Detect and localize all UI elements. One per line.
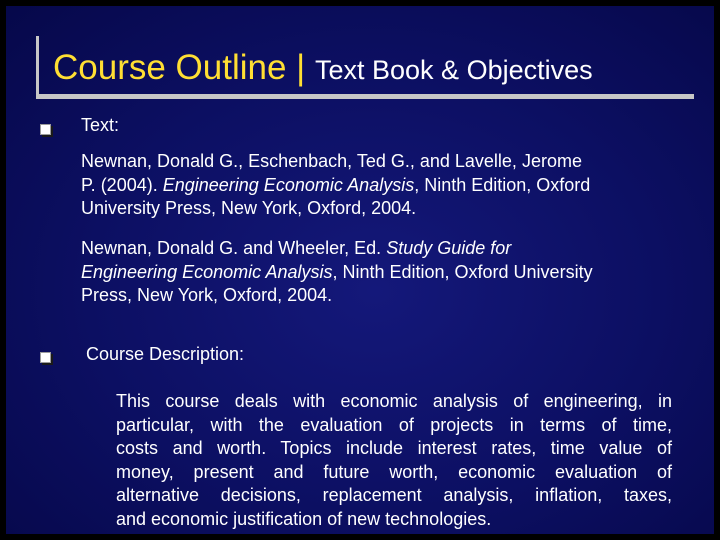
book-title: Engineering Economic Analysis <box>81 261 333 282</box>
title-rule-horizontal <box>36 94 694 99</box>
square-bullet-icon <box>40 124 51 135</box>
textbook-ref-line-2 <box>81 174 590 198</box>
text-section-label: Text: <box>81 115 120 135</box>
description-line: and economic justification of new technologies. <box>116 508 492 529</box>
description-line: This course deals with economic analysis of engineering, in <box>116 391 672 411</box>
description-line: costs and worth. Topics include interest rates, time value of <box>116 438 672 458</box>
study-guide-reference <box>81 237 593 308</box>
description-line: alternative decisions, replacement analysis, inflation, taxes, <box>116 485 672 505</box>
ref-text: P. (2004). <box>81 174 163 195</box>
title-rule-vertical <box>36 36 39 94</box>
study-guide-ref-line-1 <box>81 237 593 261</box>
ref-text: Newnan, Donald G. and Wheeler, Ed. <box>81 238 387 258</box>
study-guide-ref-line-2 <box>81 261 593 285</box>
title-main: Course Outline <box>53 48 287 87</box>
slide-title <box>53 48 593 90</box>
title-subtitle: Text Book & Objectives <box>315 55 593 85</box>
description-section-label: Course Description: <box>86 344 245 364</box>
textbook-ref-line-1: Newnan, Donald G., Eschenbach, Ted G., and Lavelle, Jerome <box>81 151 582 171</box>
book-title: Engineering Economic Analysis <box>162 174 415 195</box>
title-separator: | <box>286 48 315 87</box>
square-bullet-icon <box>40 352 51 363</box>
book-title: Study Guide for <box>386 238 512 258</box>
textbook-reference <box>81 150 590 221</box>
textbook-ref-line-3: University Press, New York, Oxford, 2004. <box>81 198 417 218</box>
ref-text: , Ninth Edition, Oxford University <box>332 261 593 282</box>
study-guide-ref-line-3: Press, New York, Oxford, 2004. <box>81 285 333 305</box>
description-line: particular, with the evaluation of projects in terms of time, <box>116 414 672 435</box>
course-description <box>116 390 672 531</box>
description-line: money, present and future worth, economic evaluation of <box>116 461 672 482</box>
title-block <box>36 36 696 108</box>
ref-text: , Ninth Edition, Oxford <box>414 174 591 195</box>
